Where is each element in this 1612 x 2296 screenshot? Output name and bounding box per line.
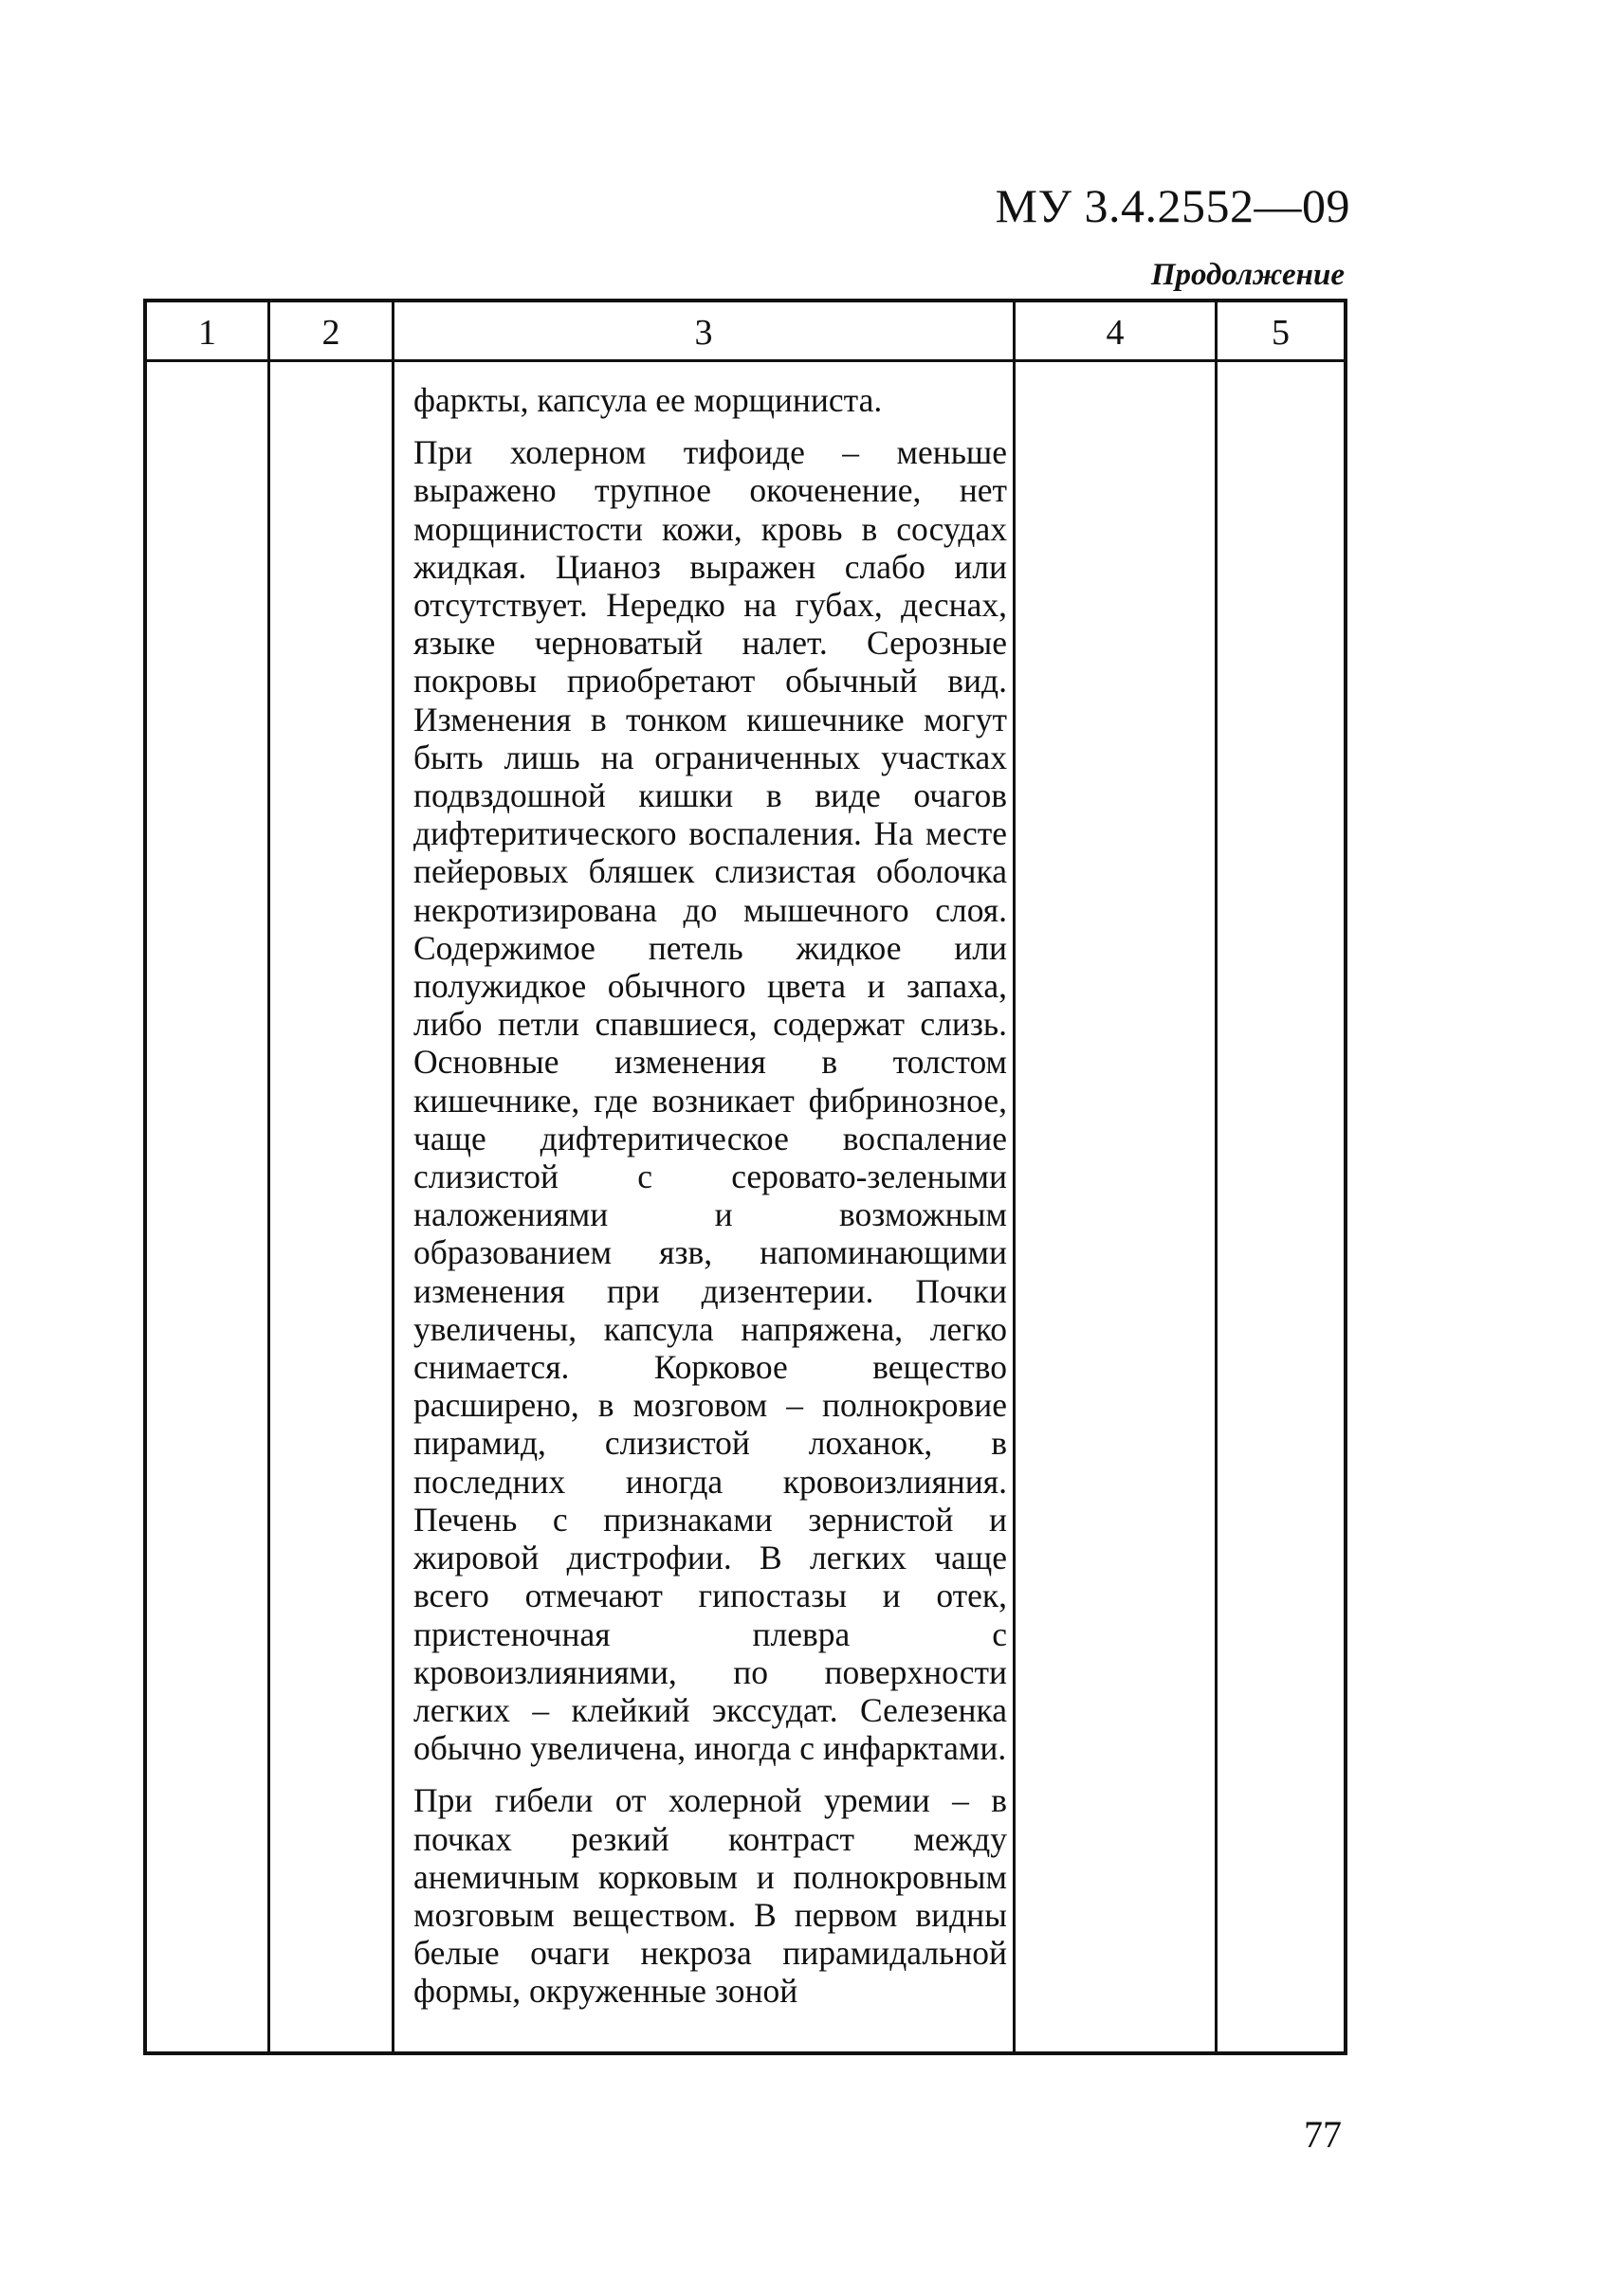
column-divider: [267, 302, 270, 2051]
column-divider: [1013, 302, 1016, 2051]
column-divider: [392, 302, 394, 2051]
column-header-2: 2: [321, 313, 340, 353]
continuation-label: Продолжение: [1150, 258, 1345, 292]
column-divider: [1215, 302, 1218, 2051]
paragraph: При холерном тифоиде – меньше выражено трупное окоченение, нет морщинистости кожи, кровь в сосудах жидкая. Цианоз выражен слабо или отсутствует. Нередко на губах, деснах, языке черноватый налет. Серозные покровы приобретают обычный вид. Изменения в тонком кишечнике могут быть лишь на ограниченных участках подвздошной кишки в виде очагов дифтеритического воспаления. На месте пейеровых бляшек слизистая оболочка некротизирована до мышечного слоя. Содержимое петель жидкое или полужидкое обычного цвета и запаха, либо петли спавшиеся, содержат слизь. Основные изменения в толстом кишечнике, где возникает фибринозное, чаще дифтеритическое воспаление слизистой с серовато-зелеными наложениями и возможным образованием язв, напоминающими изменения при дизентерии. Почки увеличены, капсула напряжена, легко снимается. Корковое вещество расширено, в мозговом – полнокровие пирамид, слизистой лоханок, в последних иногда кровоизлияния. Печень с признаками зернистой и жировой дистрофии. В легких чаще всего отмечают гипостазы и отек, пристеночная плевра с кровоизлияниями, по поверхности легких – клейкий экссудат. Селезенка обычно увеличена, иногда с инфарктами.: [413, 433, 1007, 1768]
content-table: [143, 299, 1347, 2055]
column-header-1: 1: [198, 313, 216, 353]
document-code: МУ 3.4.2552—09: [995, 179, 1350, 232]
paragraph: фаркты, капсула ее морщиниста.: [413, 381, 883, 419]
header-row-divider: [147, 359, 1344, 362]
column-3-content: [413, 381, 1007, 2025]
page-number: 77: [1304, 2113, 1342, 2156]
column-header-4: 4: [1106, 313, 1125, 353]
column-header-3: 3: [694, 313, 713, 353]
column-header-5: 5: [1272, 313, 1290, 353]
paragraph: При гибели от холерной уремии – в почках резкий контраст между анемичным корковым и полнокровным мозговым веществом. В первом видны белые очаги некроза пирамидальной формы, окруженные зоной: [413, 1781, 1007, 2011]
